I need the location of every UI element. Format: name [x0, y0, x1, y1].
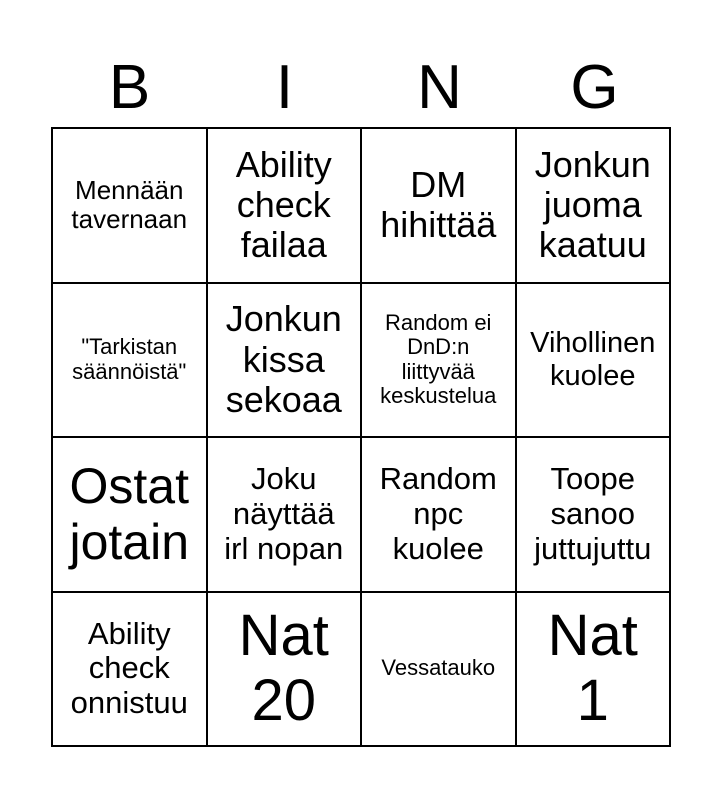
- header-letter-i: I: [275, 53, 294, 122]
- bingo-cell[interactable]: Jonkun juoma kaatuu: [517, 129, 672, 284]
- bingo-cell[interactable]: Vihollinen kuolee: [517, 284, 672, 439]
- bingo-cell[interactable]: Jonkun kissa sekoaa: [208, 284, 363, 439]
- bingo-cell[interactable]: Mennään tavernaan: [53, 129, 208, 284]
- bingo-cell[interactable]: Random ei DnD:n liittyvää keskustelua: [362, 284, 517, 439]
- header-letter-n: N: [417, 53, 462, 122]
- header-letter-g: G: [570, 53, 619, 122]
- bingo-cell[interactable]: Joku näyttää irl nopan: [208, 438, 363, 593]
- bingo-header: [52, 52, 672, 124]
- bingo-board: [51, 127, 671, 747]
- bingo-cell[interactable]: Random npc kuolee: [362, 438, 517, 593]
- bingo-cell[interactable]: Toope sanoo juttujuttu: [517, 438, 672, 593]
- bingo-cell[interactable]: Nat 20: [208, 593, 363, 748]
- bingo-cell[interactable]: Ability check failaa: [208, 129, 363, 284]
- bingo-cell[interactable]: Vessatauko: [362, 593, 517, 748]
- bingo-cell[interactable]: "Tarkistan säännöistä": [53, 284, 208, 439]
- bingo-cell[interactable]: Nat 1: [517, 593, 672, 748]
- header-letter-b: B: [108, 53, 151, 122]
- bingo-cell[interactable]: Ability check onnistuu: [53, 593, 208, 748]
- bingo-cell[interactable]: Ostat jotain: [53, 438, 208, 593]
- bingo-cell[interactable]: DM hihittää: [362, 129, 517, 284]
